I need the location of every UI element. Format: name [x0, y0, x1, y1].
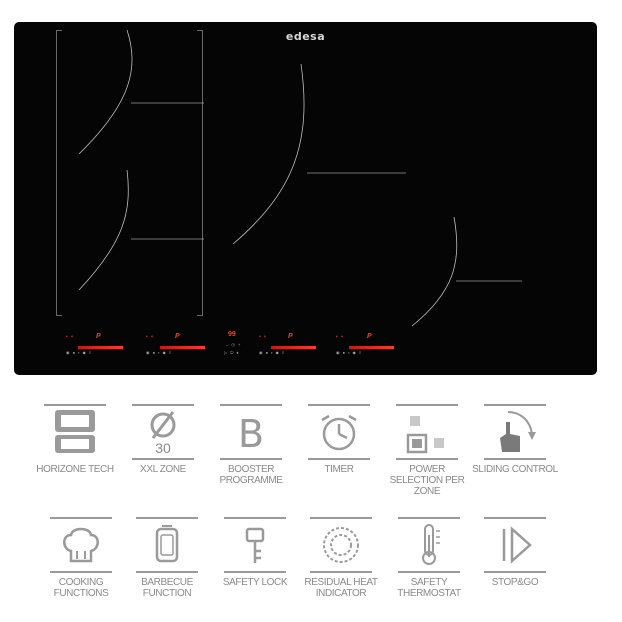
brand-logo: edesa: [285, 30, 326, 43]
feature-label: COOKING FUNCTIONS: [53, 577, 109, 599]
feature-label: SAFETY LOCK: [222, 577, 288, 588]
feature-label: BARBECUE FUNCTION: [141, 577, 193, 599]
feature-cooking-functions: [42, 517, 120, 617]
zone4-display: P: [367, 333, 372, 340]
feature-safety-thermostat: [390, 517, 468, 617]
zone2-controls[interactable]: ◉ ● ▪ ◆ ≡: [146, 350, 173, 355]
feature-booster: [212, 404, 290, 504]
timer-icon: [314, 408, 364, 454]
zone3-slider[interactable]: [271, 346, 316, 349]
feature-label: BOOSTER PROGRAMME: [219, 464, 283, 486]
zone2-level-dots: • •: [146, 334, 154, 340]
power-stopgo-controls[interactable]: ▷ ⏻ ♦: [224, 350, 240, 355]
residual-heat-icon: [316, 521, 366, 567]
zone1-level-dots: • •: [66, 334, 74, 340]
power-selection-icon: [402, 408, 452, 454]
booster-icon: B: [237, 412, 265, 456]
feature-barbecue: [128, 517, 206, 617]
stop-go-icon: [490, 521, 540, 567]
zone3-display: P: [288, 333, 293, 340]
horizone-icon: [50, 408, 100, 454]
chef-hat-icon: [56, 521, 106, 567]
zone2-slider[interactable]: [160, 346, 205, 349]
feature-label: SLIDING CONTROL: [472, 464, 558, 475]
center-curve: [233, 64, 304, 244]
left-bottom-curve: [79, 170, 128, 290]
feature-label: TIMER: [324, 464, 354, 475]
zone1-slider[interactable]: [78, 346, 123, 349]
left-top-curve: [79, 30, 132, 154]
feature-label: RESIDUAL HEAT INDICATOR: [304, 577, 378, 599]
thermometer-icon: [404, 521, 454, 567]
feature-stop-go: [476, 517, 554, 617]
timer-display: 99: [228, 331, 236, 338]
zone1-controls[interactable]: ◉ ● ▪ ◆ ≡: [66, 350, 93, 355]
barbecue-icon: [142, 521, 192, 567]
timer-controls[interactable]: ‒ ◷ +: [226, 342, 242, 347]
feature-label: POWER SELECTION PER ZONE: [389, 464, 465, 497]
key-icon: [230, 521, 280, 567]
induction-cooktop: [14, 22, 597, 375]
feature-horizone-tech: [36, 404, 114, 504]
right-curve: [412, 217, 457, 326]
feature-power-selection: [388, 404, 466, 514]
feature-xxl-zone: [124, 404, 202, 504]
cooktop-markings: [14, 22, 597, 375]
xxl-size: 30: [155, 440, 171, 456]
feature-label: STOP&GO: [491, 577, 539, 588]
feature-sliding-control: [472, 404, 558, 504]
feature-safety-lock: [216, 517, 294, 617]
zone4-level-dots: • •: [336, 334, 344, 340]
zone1-display: P: [96, 333, 101, 340]
feature-residual-heat: [302, 517, 380, 617]
feature-timer: [300, 404, 378, 504]
feature-label: XXL ZONE: [140, 464, 186, 475]
zone4-slider[interactable]: [349, 346, 394, 349]
zone3-level-dots: • •: [259, 334, 267, 340]
zone2-display: P: [175, 333, 180, 340]
feature-label: HORIZONE TECH: [36, 464, 114, 475]
zone4-controls[interactable]: ◉ ● ▪ ◆ ≡: [336, 350, 363, 355]
sliding-hand-icon: [490, 408, 540, 454]
feature-label: SAFETY THERMOSTAT: [397, 577, 461, 599]
zone3-controls[interactable]: ◉ ● ▪ ◆ ≡: [259, 350, 286, 355]
